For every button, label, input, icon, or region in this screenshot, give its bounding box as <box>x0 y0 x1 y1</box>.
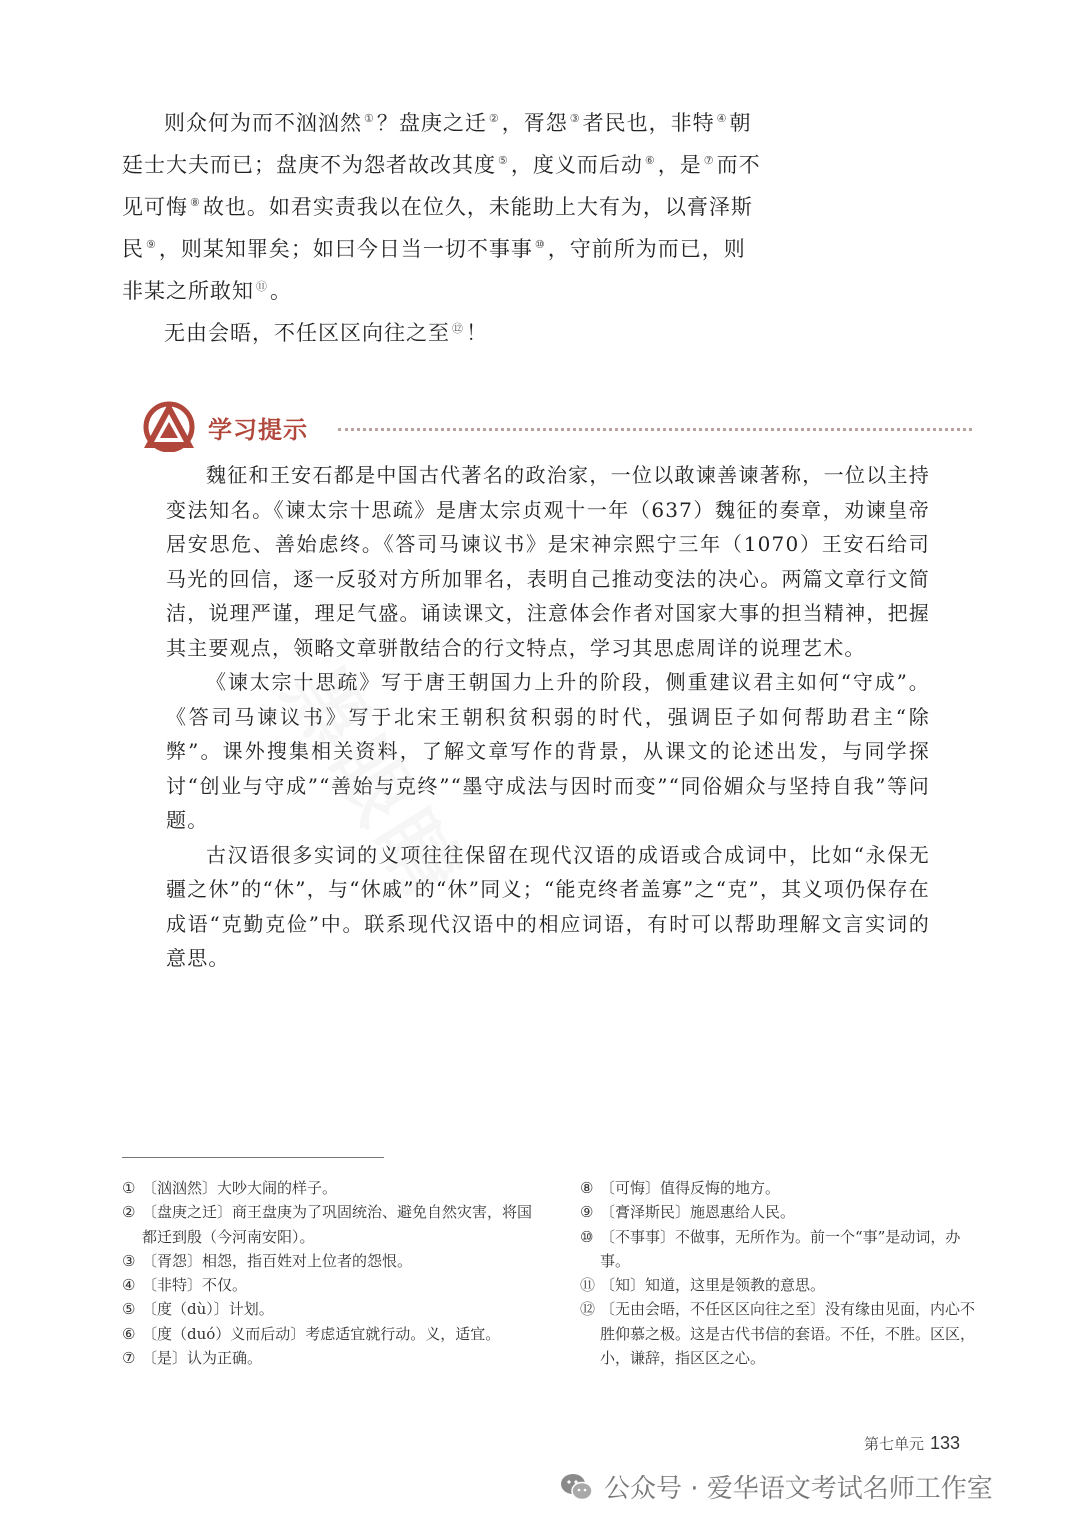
study-tips-title: 学习提示 <box>208 416 308 444</box>
footnote-item: ① 〔汹汹然〕大吵大闹的样子。 <box>122 1179 338 1197</box>
footnotes-right <box>580 1176 980 1370</box>
footnote-marker[interactable]: ⑪ <box>256 280 268 293</box>
footnote-item: ⑤ 〔度（dù）〕计划。 <box>122 1300 274 1319</box>
footnote-marker[interactable]: ③ <box>569 112 581 125</box>
unit-label: 第七单元 <box>864 1435 925 1453</box>
footnote-item: ⑪ 〔知〕知道，这里是领教的意思。 <box>580 1276 826 1295</box>
wechat-text: 公众号 · 爱华语文考试名师工作室 <box>604 1474 993 1504</box>
page-number: 133 <box>930 1433 961 1453</box>
wechat-attribution[interactable] <box>560 1468 993 1505</box>
footnote-item: ③ 〔胥怨〕相怨，指百姓对上位者的怨恨。 <box>122 1251 413 1270</box>
footnote-marker[interactable]: ⑩ <box>534 238 546 251</box>
dotted-divider <box>338 428 972 431</box>
footnote-marker[interactable]: ⑧ <box>190 196 201 209</box>
text-paragraph: 则众何为而不汹汹然 ①？盘庚之迁 ②，胥怨 ③者民也，非特 ④朝廷士大夫而已；盘庚不为怨者故改其度 ⑤，度义而后动 ⑥，是 ⑦而不见可悔 ⑧故也。如君实责我以在位久，未能助上大有为，以膏泽斯民 ⑨，则某知罪矣；如曰今日当一切不事事 ⑩，守前所为而已，则非某之所敢知 ⑪。 <box>122 111 761 303</box>
tips-paragraph: 古汉语很多实词的义项往往保留在现代汉语的成语或合成词中，比如“永保无疆之休”的“休”，与“休戚”的“休”同义；“能克终者盖寡”之“克”，其义项仍保存在成语“克勤克俭”中。联系现代汉语中的相应词语，有时可以帮助理解文言实词的意思。 <box>166 842 930 970</box>
footnote-item: ⑩ 〔不事事〕不做事，无所作为。前一个“事”是动词，办事。 <box>580 1227 961 1270</box>
footnote-divider <box>122 1157 384 1158</box>
footnote-marker[interactable]: ① <box>364 112 375 125</box>
footnote-item: ⑨ 〔膏泽斯民〕施恩惠给人民。 <box>580 1203 796 1222</box>
footnote-marker[interactable]: ⑤ <box>498 154 509 167</box>
footnote-item: ⑦ 〔是〕认为正确。 <box>122 1349 263 1368</box>
footnote-marker[interactable]: ⑫ <box>452 322 464 335</box>
tips-paragraph: 魏征和王安石都是中国古代著名的政治家，一位以敢谏善谏著称，一位以主持变法知名。《谏太宗十思疏》是唐太宗贞观十一年（637）魏征的奏章，劝谏皇帝居安思危、善始虑终。《答司马谏议书》是宋神宗熙宁三年（1070）王安石给司马光的回信，逐一反驳对方所加罪名，表明自己推动变法的决心。两篇文章行文简洁，说理严谨，理足气盛。诵读课文，注意体会作者对国家大事的担当精神，把握其主要观点，领略文章骈散结合的行文特点，学习其思虑周详的说理艺术。 <box>166 463 930 660</box>
watermark: 黑眼睛 <box>265 649 482 918</box>
footnote-marker[interactable]: ② <box>488 112 500 125</box>
footnote-marker[interactable]: ⑦ <box>703 154 715 167</box>
footnote-item: ⑫ 〔无由会晤，不任区区向往之至〕没有缘由见面，内心不胜仰慕之极。这是古代书信的套语。不任，不胜。区区，小，谦辞，指区区之心。 <box>580 1300 976 1368</box>
footnote-item: ⑥ 〔度（duó）义而后动〕考虑适宜就行动。义，适宜。 <box>122 1324 501 1343</box>
tips-paragraph: 《谏太宗十思疏》写于唐王朝国力上升的阶段，侧重建议君主如何“守成”。《答司马谏议书》写于北宋王朝积贫积弱的时代，强调臣子如何帮助君主“除弊”。课外搜集相关资料，了解文章写作的背景，从课文的论述出发，与同学探讨“创业与守成”“善始与克终”“墨守成法与因时而变”“同俗媚众与坚持自我”等问题。 <box>166 670 930 832</box>
main-text <box>122 100 762 352</box>
footnote-marker[interactable]: ⑨ <box>146 238 157 251</box>
footnote-item: ④ 〔非特〕不仅。 <box>122 1276 248 1295</box>
footnote-marker[interactable]: ④ <box>716 112 728 125</box>
page-footer <box>864 1433 960 1454</box>
text-paragraph: 无由会晤，不任区区向往之至 ⑫！ <box>164 321 488 345</box>
study-tips-icon <box>142 400 196 452</box>
footnote-item: ② 〔盘庚之迁〕商王盘庚为了巩固统治、避免自然灾害，将国都迁到殷（今河南安阳）。 <box>122 1203 533 1246</box>
footnotes-left <box>122 1176 532 1370</box>
wechat-icon <box>560 1472 594 1502</box>
footnote-marker[interactable]: ⑥ <box>644 154 656 167</box>
study-tips-header <box>142 400 982 456</box>
footnote-item: ⑧ 〔可悔〕值得反悔的地方。 <box>580 1179 781 1197</box>
